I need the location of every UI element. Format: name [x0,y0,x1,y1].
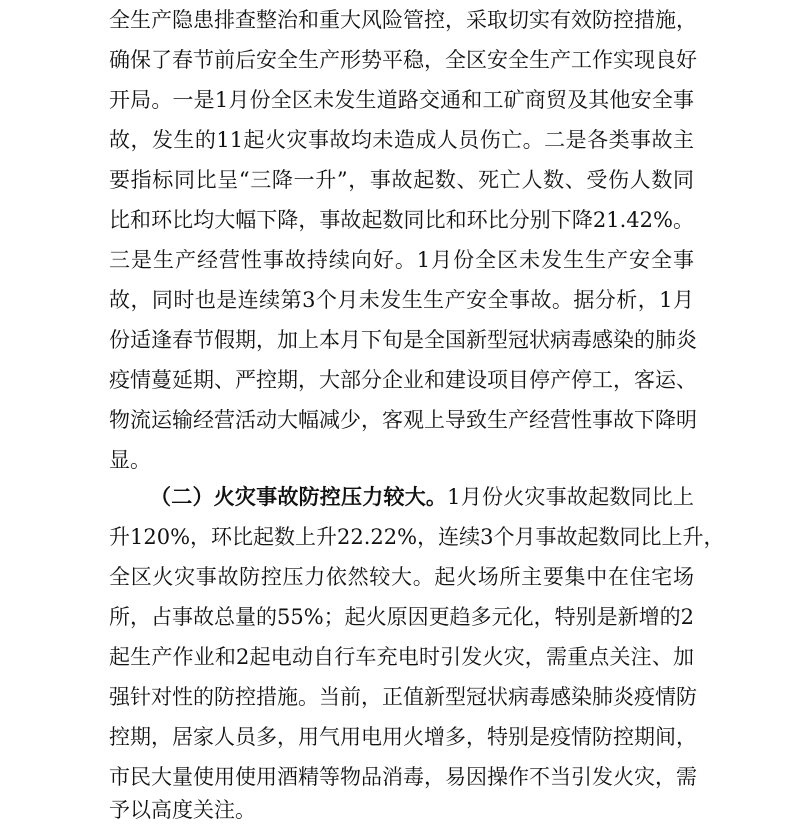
text-line: 强针对性的防控措施。当前，正值新型冠状病毒感染肺炎疫情防 [109,685,697,709]
section-heading: （二）火灾事故防控压力较大。 [150,484,448,509]
text-line: 予以高度关注。 [109,798,256,822]
text-line: 全区火灾事故防控压力依然较大。起火场所主要集中在住宅场 [109,565,694,589]
text-line: 市民大量使用使用酒精等物品消毒，易因操作不当引发火灾，需 [109,765,697,789]
text-line: 份适逢春节假期，加上本月下旬是全国新型冠状病毒感染的肺炎 [109,328,697,352]
heading-line-rest: 1月份火灾事故起数同比上 [447,485,694,509]
text-line: 疫情蔓延期、严控期，大部分企业和建设项目停产停工，客运、 [109,368,697,392]
text-line: 显。 [109,448,151,472]
text-line [150,477,694,517]
text-line: 确保了春节前后安全生产形势平稳，全区安全生产工作实现良好 [109,48,697,72]
text-line: 起生产作业和2起电动自行车充电时引发火灾，需重点关注、加 [109,645,694,669]
text-line: 开局。一是1月份全区未发生道路交通和工矿商贸及其他安全事 [109,88,694,112]
text-line: 全生产隐患排查整治和重大风险管控，采取切实有效防控措施， [109,8,697,32]
text-line: 故，发生的11起火灾事故均未造成人员伤亡。二是各类事故主 [109,128,694,152]
text-line: 要指标同比呈“三降一升”，事故起数、死亡人数、受伤人数同 [109,168,694,192]
text-line: 所，占事故总量的55%；起火原因更趋多元化，特别是新增的2 [109,605,695,629]
text-line: 升120%，环比起数上升22.22%，连续3个月事故起数同比上升， [109,525,725,549]
text-line: 三是生产经营性事故持续向好。1月份全区未发生生产安全事 [109,248,694,272]
text-line: 故，同时也是连续第3个月未发生生产安全事故。据分析，1月 [109,288,694,312]
text-line: 物流运输经营活动大幅减少，客观上导致生产经营性事故下降明 [109,408,697,432]
text-line: 控期，居家人员多，用气用电用火增多，特别是疫情防控期间， [109,725,697,749]
text-line: 比和环比均大幅下降，事故起数同比和环比分别下降21.42%。 [109,208,694,232]
